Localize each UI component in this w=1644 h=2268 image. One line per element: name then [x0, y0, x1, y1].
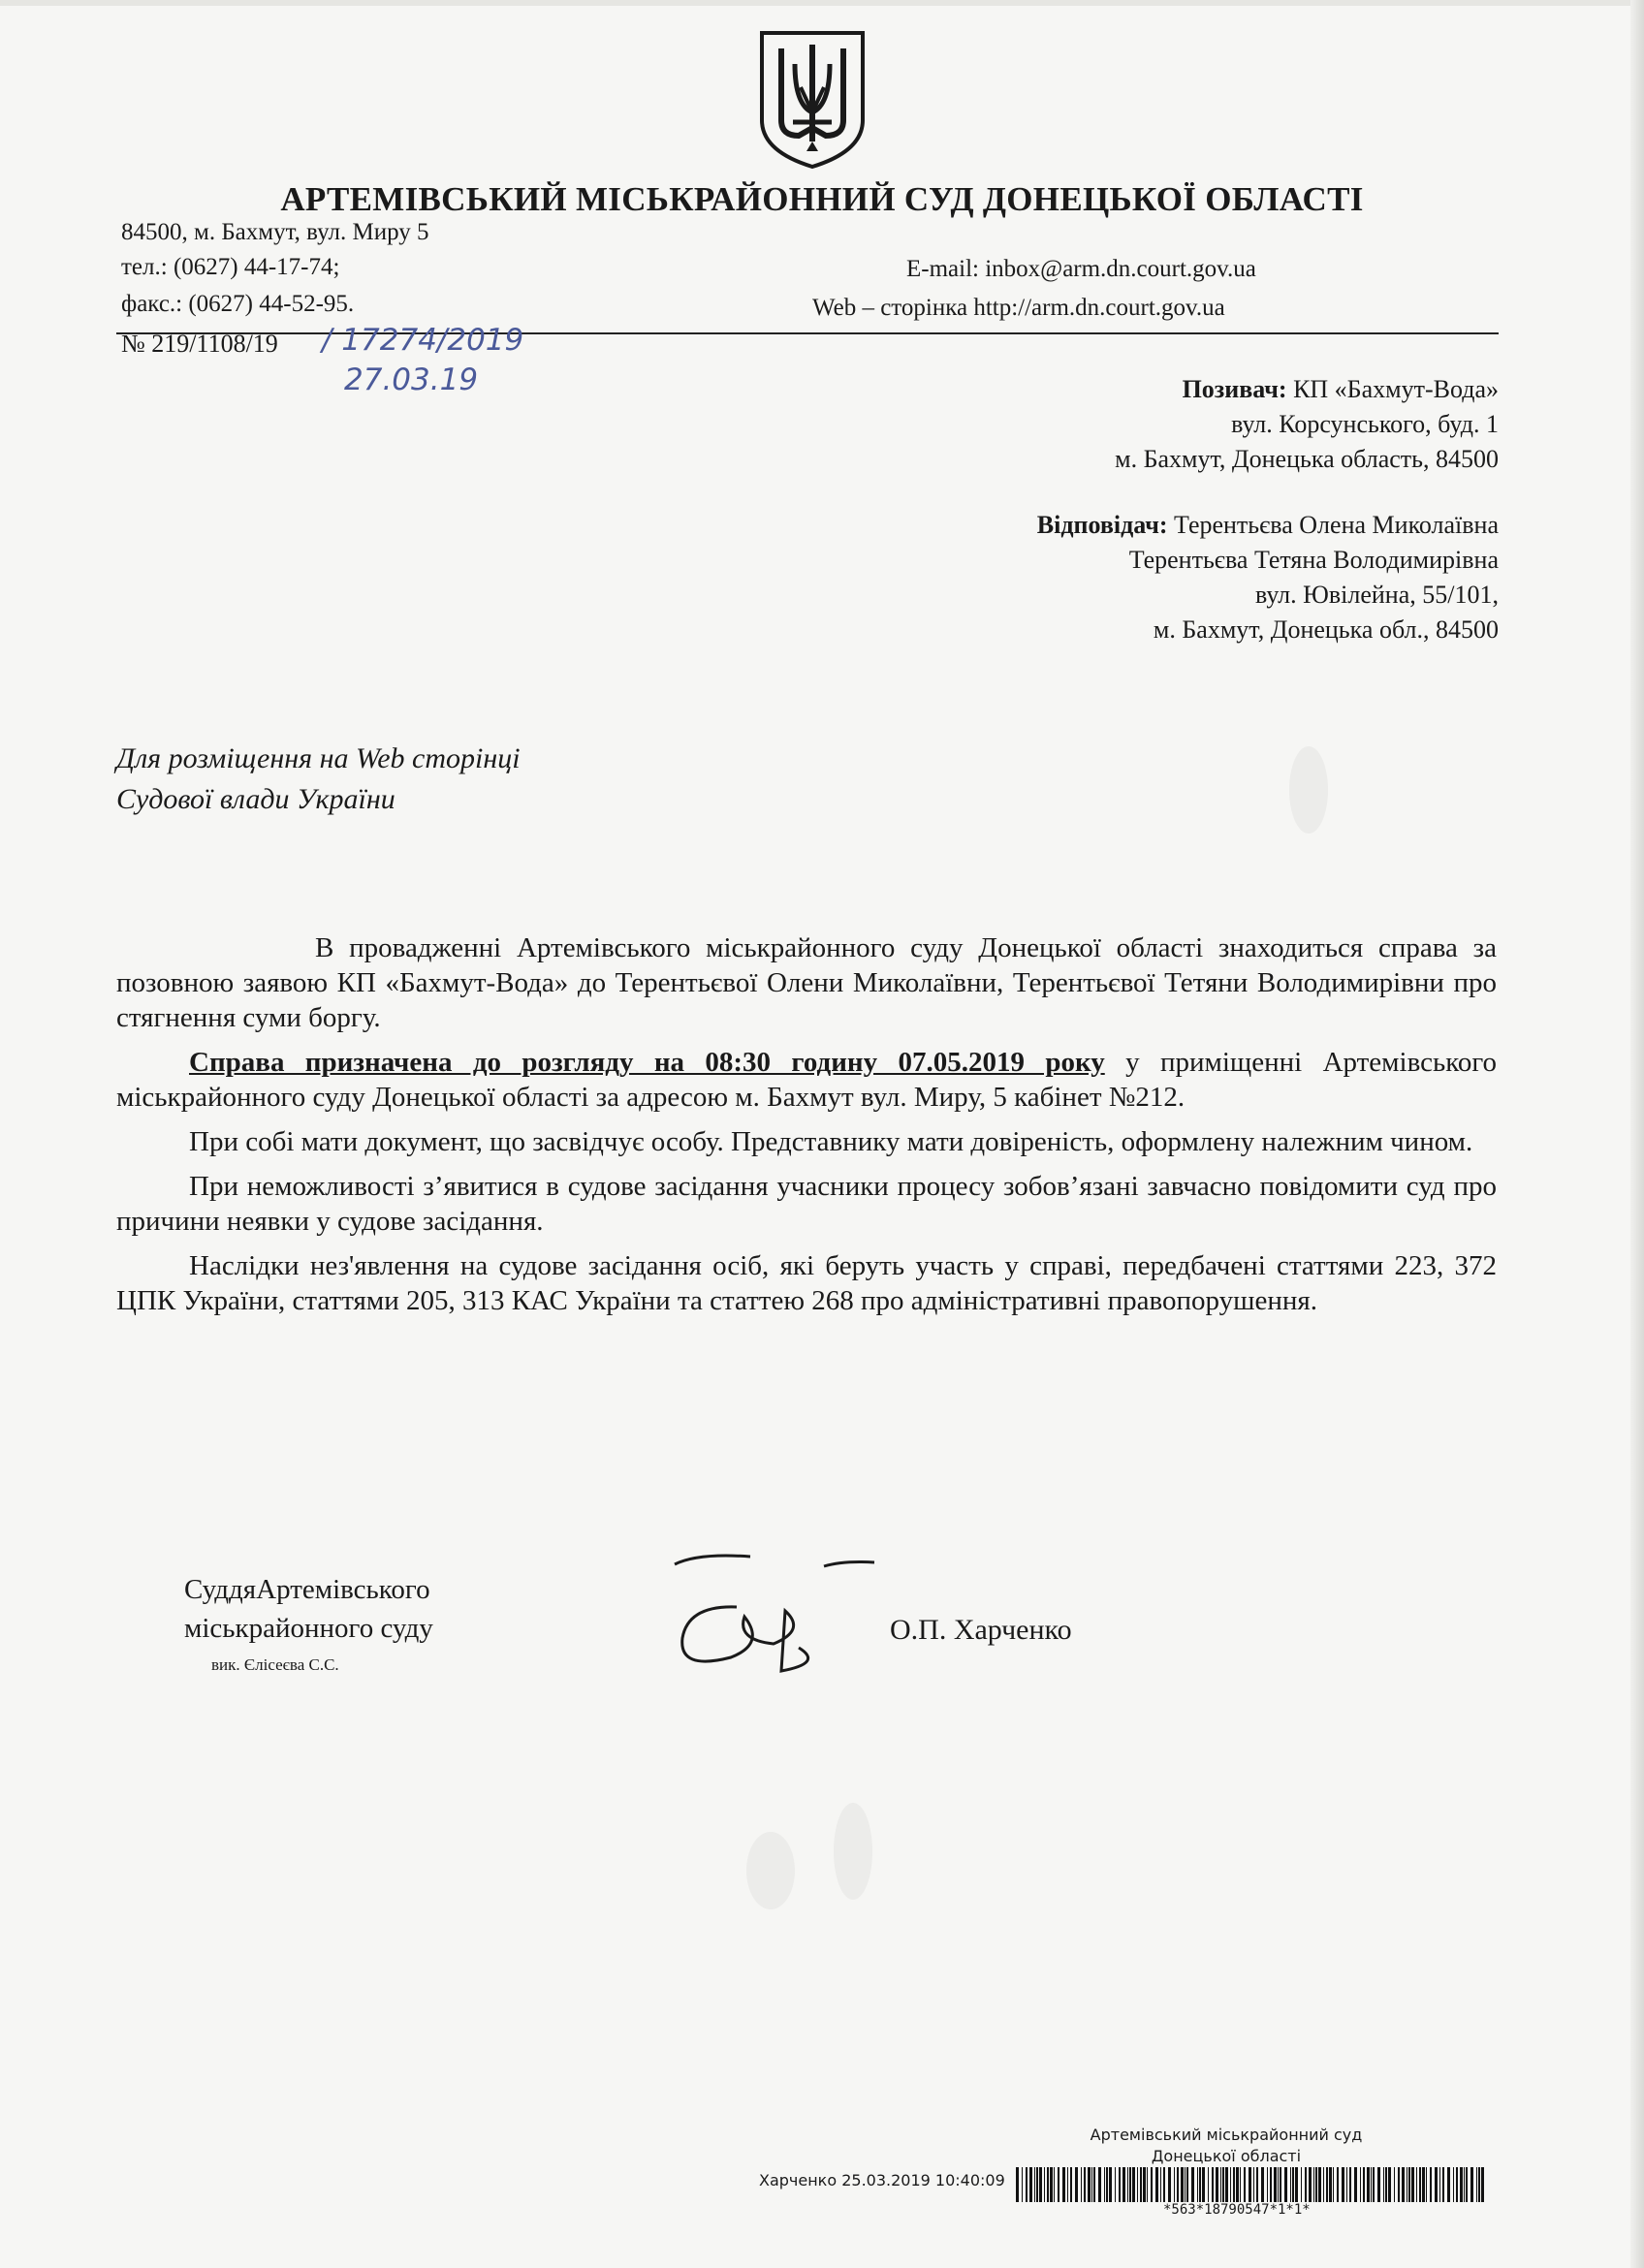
plaintiff-label: Позивач: — [1182, 375, 1287, 403]
barcode-bar — [1270, 2167, 1272, 2202]
barcode-bar — [1478, 2167, 1480, 2202]
court-address: 84500, м. Бахмут, вул. Миру 5 — [121, 219, 429, 245]
barcode — [1016, 2167, 1491, 2202]
judge-title — [184, 1570, 433, 1648]
registration-stamp: Харченко 25.03.2019 10:40:09 — [759, 2171, 1005, 2189]
barcode-bar — [1233, 2167, 1235, 2202]
barcode-bar — [1122, 2167, 1125, 2202]
court-email: E-mail: inbox@arm.dn.court.gov.ua — [906, 256, 1256, 282]
barcode-bar — [1186, 2167, 1188, 2202]
hearing-date-highlight: Справа призначена до розгляду на 08:30 годину 07.05.2019 року — [189, 1047, 1105, 1078]
barcode-bar — [1236, 2167, 1239, 2202]
barcode-bar — [1143, 2167, 1146, 2202]
scan-edge-top — [0, 0, 1644, 6]
defendant-city: м. Бахмут, Донецька обл., 84500 — [1153, 615, 1499, 644]
barcode-bar — [1202, 2167, 1205, 2202]
court-phone: тел.: (0627) 44-17-74; — [121, 254, 340, 280]
barcode-bar — [1075, 2167, 1078, 2202]
barcode-bar — [1261, 2167, 1264, 2202]
barcode-bar — [1067, 2167, 1068, 2202]
barcode-bar — [1222, 2167, 1224, 2202]
barcode-bar — [1426, 2167, 1427, 2202]
notice-body — [116, 930, 1497, 1328]
barcode-bar — [1456, 2167, 1458, 2202]
barcode-bar — [1402, 2167, 1405, 2202]
registration-court-line-1: Артемівський міськрайонний суд — [1090, 2126, 1363, 2144]
barcode-bar — [1416, 2167, 1417, 2202]
barcode-bar — [1034, 2167, 1035, 2202]
defendant-block — [1037, 508, 1499, 647]
barcode-bar — [1016, 2167, 1019, 2202]
barcode-bar — [1197, 2167, 1198, 2202]
barcode-bar — [1388, 2167, 1391, 2202]
barcode-bar — [1115, 2167, 1116, 2202]
barcode-bar — [1315, 2167, 1317, 2202]
barcode-bar — [1093, 2167, 1095, 2202]
paragraph-documents: При собі мати документ, що засвідчує особу. Представнику мати довіреність, оформлену належним чином. — [189, 1126, 1473, 1157]
barcode-bar — [1177, 2167, 1179, 2202]
barcode-bar — [1084, 2167, 1086, 2202]
web-publication-note — [116, 739, 521, 820]
barcode-bar — [1394, 2167, 1395, 2202]
barcode-bar — [1212, 2167, 1214, 2202]
barcode-bar — [1342, 2167, 1344, 2202]
barcode-bar — [1216, 2167, 1218, 2202]
handwritten-signature — [669, 1549, 892, 1694]
barcode-bar — [1333, 2167, 1334, 2202]
barcode-bar — [1408, 2167, 1410, 2202]
barcode-bar — [1174, 2167, 1175, 2202]
scan-smudge — [746, 1832, 795, 1909]
barcode-bar — [1309, 2167, 1312, 2202]
scan-edge-right — [1630, 0, 1644, 2268]
registration-court-label — [1076, 2125, 1376, 2167]
barcode-bar — [1274, 2167, 1277, 2202]
registration-court-line-2: Донецької області — [1151, 2147, 1302, 2165]
barcode-bar — [1411, 2167, 1414, 2202]
barcode-bar — [1292, 2167, 1294, 2202]
barcode-bar — [1466, 2167, 1468, 2202]
defendant-name-2: Терентьєва Тетяна Володимирівна — [1128, 546, 1499, 574]
barcode-bar — [1240, 2167, 1241, 2202]
paragraph-hearing — [116, 1045, 1497, 1115]
barcode-bar — [1453, 2167, 1454, 2202]
barcode-bar — [1147, 2167, 1148, 2202]
barcode-bar — [1058, 2167, 1059, 2202]
barcode-bar — [1029, 2167, 1032, 2202]
judge-title-line-1: СуддяАртемівського — [184, 1574, 430, 1605]
barcode-bar — [1132, 2167, 1135, 2202]
barcode-bar — [1199, 2167, 1201, 2202]
barcode-bar — [1354, 2167, 1357, 2202]
case-number: № 219/1108/19 — [121, 330, 278, 358]
barcode-bar — [1137, 2167, 1138, 2202]
barcode-bar — [1039, 2167, 1042, 2202]
barcode-bar — [1106, 2167, 1108, 2202]
barcode-bar — [1367, 2167, 1370, 2202]
barcode-bar — [1326, 2167, 1328, 2202]
barcode-bar — [1278, 2167, 1279, 2202]
barcode-bar — [1447, 2167, 1450, 2202]
barcode-bar — [1104, 2167, 1105, 2202]
defendant-label: Відповідач: — [1036, 511, 1168, 539]
barcode-bar — [1470, 2167, 1473, 2202]
barcode-bar — [1160, 2167, 1161, 2202]
barcode-bar — [1140, 2167, 1142, 2202]
barcode-bar — [1398, 2167, 1400, 2202]
barcode-bar — [1088, 2167, 1091, 2202]
barcode-bar — [1220, 2167, 1221, 2202]
barcode-bar — [1208, 2167, 1209, 2202]
scan-smudge — [834, 1803, 872, 1900]
defendant-street: вул. Ювілейна, 55/101, — [1254, 581, 1499, 609]
barcode-bar — [1439, 2167, 1440, 2202]
barcode-bar — [1318, 2167, 1321, 2202]
judge-name: О.П. Харченко — [890, 1614, 1072, 1646]
barcode-bar — [1363, 2167, 1365, 2202]
barcode-bar — [1230, 2167, 1231, 2202]
barcode-bar — [1036, 2167, 1038, 2202]
barcode-bar — [1419, 2167, 1421, 2202]
barcode-bar — [1070, 2167, 1072, 2202]
barcode-bar — [1280, 2167, 1281, 2202]
web-note-line-2: Судової влади України — [116, 783, 395, 815]
barcode-bar — [1267, 2167, 1268, 2202]
barcode-bar — [1098, 2167, 1101, 2202]
barcode-bar — [1155, 2167, 1158, 2202]
handwritten-reference: / 17274/2019 — [322, 323, 524, 358]
barcode-bar — [1301, 2167, 1302, 2202]
barcode-bar — [1191, 2167, 1194, 2202]
handwritten-date: 27.03.19 — [344, 362, 479, 397]
barcode-bar — [1305, 2167, 1307, 2202]
barcode-bar — [1022, 2167, 1023, 2202]
plaintiff-block — [1115, 372, 1499, 477]
barcode-bar — [1377, 2167, 1380, 2202]
barcode-bar — [1249, 2167, 1251, 2202]
plaintiff-name: КП «Бахмут-Вода» — [1293, 375, 1499, 403]
barcode-bar — [1430, 2167, 1432, 2202]
barcode-bar — [1481, 2167, 1484, 2202]
barcode-bar — [1295, 2167, 1298, 2202]
barcode-bar — [1225, 2167, 1228, 2202]
court-title: АРТЕМІВСЬКИЙ МІСЬКРАЙОННИЙ СУД ДОНЕЦЬКОЇ ОБЛАСТІ — [280, 180, 1364, 218]
court-website: Web – сторінка http://arm.dn.court.gov.ua — [812, 295, 1225, 321]
barcode-bar — [1026, 2167, 1028, 2202]
barcode-bar — [1460, 2167, 1463, 2202]
paragraph-absence: При неможливості з’явитися в судове засідання учасники процесу зобов’язані завчасно повідомити суд про причини неявки у судове засідання. — [116, 1171, 1497, 1237]
plaintiff-street: вул. Корсунського, буд. 1 — [1231, 410, 1499, 438]
plaintiff-city: м. Бахмут, Донецька область, 84500 — [1115, 445, 1499, 473]
executor-note: вик. Єлісеєва С.С. — [211, 1655, 339, 1674]
barcode-bar — [1062, 2167, 1065, 2202]
barcode-bar — [1129, 2167, 1131, 2202]
barcode-bar — [1044, 2167, 1045, 2202]
coat-of-arms-emblem — [756, 27, 869, 171]
barcode-bar — [1050, 2167, 1053, 2202]
barcode-bar — [1371, 2167, 1372, 2202]
barcode-bar — [1256, 2167, 1258, 2202]
barcode-bar — [1244, 2167, 1246, 2202]
barcode-bar — [1313, 2167, 1314, 2202]
paragraph-proceedings: В провадженні Артемівського міськрайонного суду Донецької області знаходиться справа за позовною заявою КП «Бахмут-Вода» до Терентьєвої Олени Миколаївни, Терентьєвої Тетяни Володимирівни про стягнення суми боргу. — [116, 932, 1497, 1033]
barcode-bar — [1127, 2167, 1128, 2202]
barcode-bar — [1119, 2167, 1121, 2202]
barcode-bar — [1337, 2167, 1339, 2202]
judge-title-line-2: міськрайонного суду — [184, 1613, 433, 1644]
barcode-bar — [1290, 2167, 1291, 2202]
barcode-bar — [1360, 2167, 1361, 2202]
barcode-bar — [1168, 2167, 1171, 2202]
barcode-bar — [1329, 2167, 1332, 2202]
barcode-bar — [1151, 2167, 1153, 2202]
barcode-bar — [1163, 2167, 1165, 2202]
barcode-bar — [1435, 2167, 1438, 2202]
barcode-bar — [1253, 2167, 1254, 2202]
court-fax: факс.: (0627) 44-52-95. — [121, 291, 355, 317]
barcode-bar — [1185, 2167, 1186, 2202]
paragraph-consequences: Наслідки нез'явлення на судове засідання осіб, які беруть участь у справі, передбачені статтями 223, 372 ЦПК України, статтями 205, 313 КАС України та статтею 268 про адміністративні правопорушення. — [116, 1250, 1497, 1316]
barcode-bar — [1346, 2167, 1347, 2202]
barcode-bar — [1323, 2167, 1324, 2202]
barcode-bar — [1422, 2167, 1425, 2202]
hearing-location: у приміщенні Артемівського міськрайонного суду Донецької області за адресою м. Бахмут вул. Миру, 5 кабінет №212. — [116, 1047, 1497, 1113]
barcode-bar — [1284, 2167, 1287, 2202]
barcode-bar — [1349, 2167, 1351, 2202]
barcode-bar — [1047, 2167, 1049, 2202]
web-note-line-1: Для розміщення на Web сторінці — [116, 742, 521, 774]
barcode-bar — [1181, 2167, 1184, 2202]
barcode-bar — [1373, 2167, 1375, 2202]
barcode-bar — [1442, 2167, 1444, 2202]
barcode-bar — [1054, 2167, 1055, 2202]
barcode-bar — [1385, 2167, 1387, 2202]
barcode-bar — [1464, 2167, 1465, 2202]
barcode-bar — [1383, 2167, 1384, 2202]
barcode-bar — [1081, 2167, 1082, 2202]
barcode-bar — [1476, 2167, 1477, 2202]
defendant-name-1: Терентьєва Олена Миколаївна — [1174, 511, 1499, 539]
barcode-number: *563*18790547*1*1* — [1163, 2202, 1311, 2218]
barcode-bar — [1109, 2167, 1112, 2202]
scan-smudge — [1289, 746, 1328, 834]
barcode-bar — [1091, 2167, 1092, 2202]
